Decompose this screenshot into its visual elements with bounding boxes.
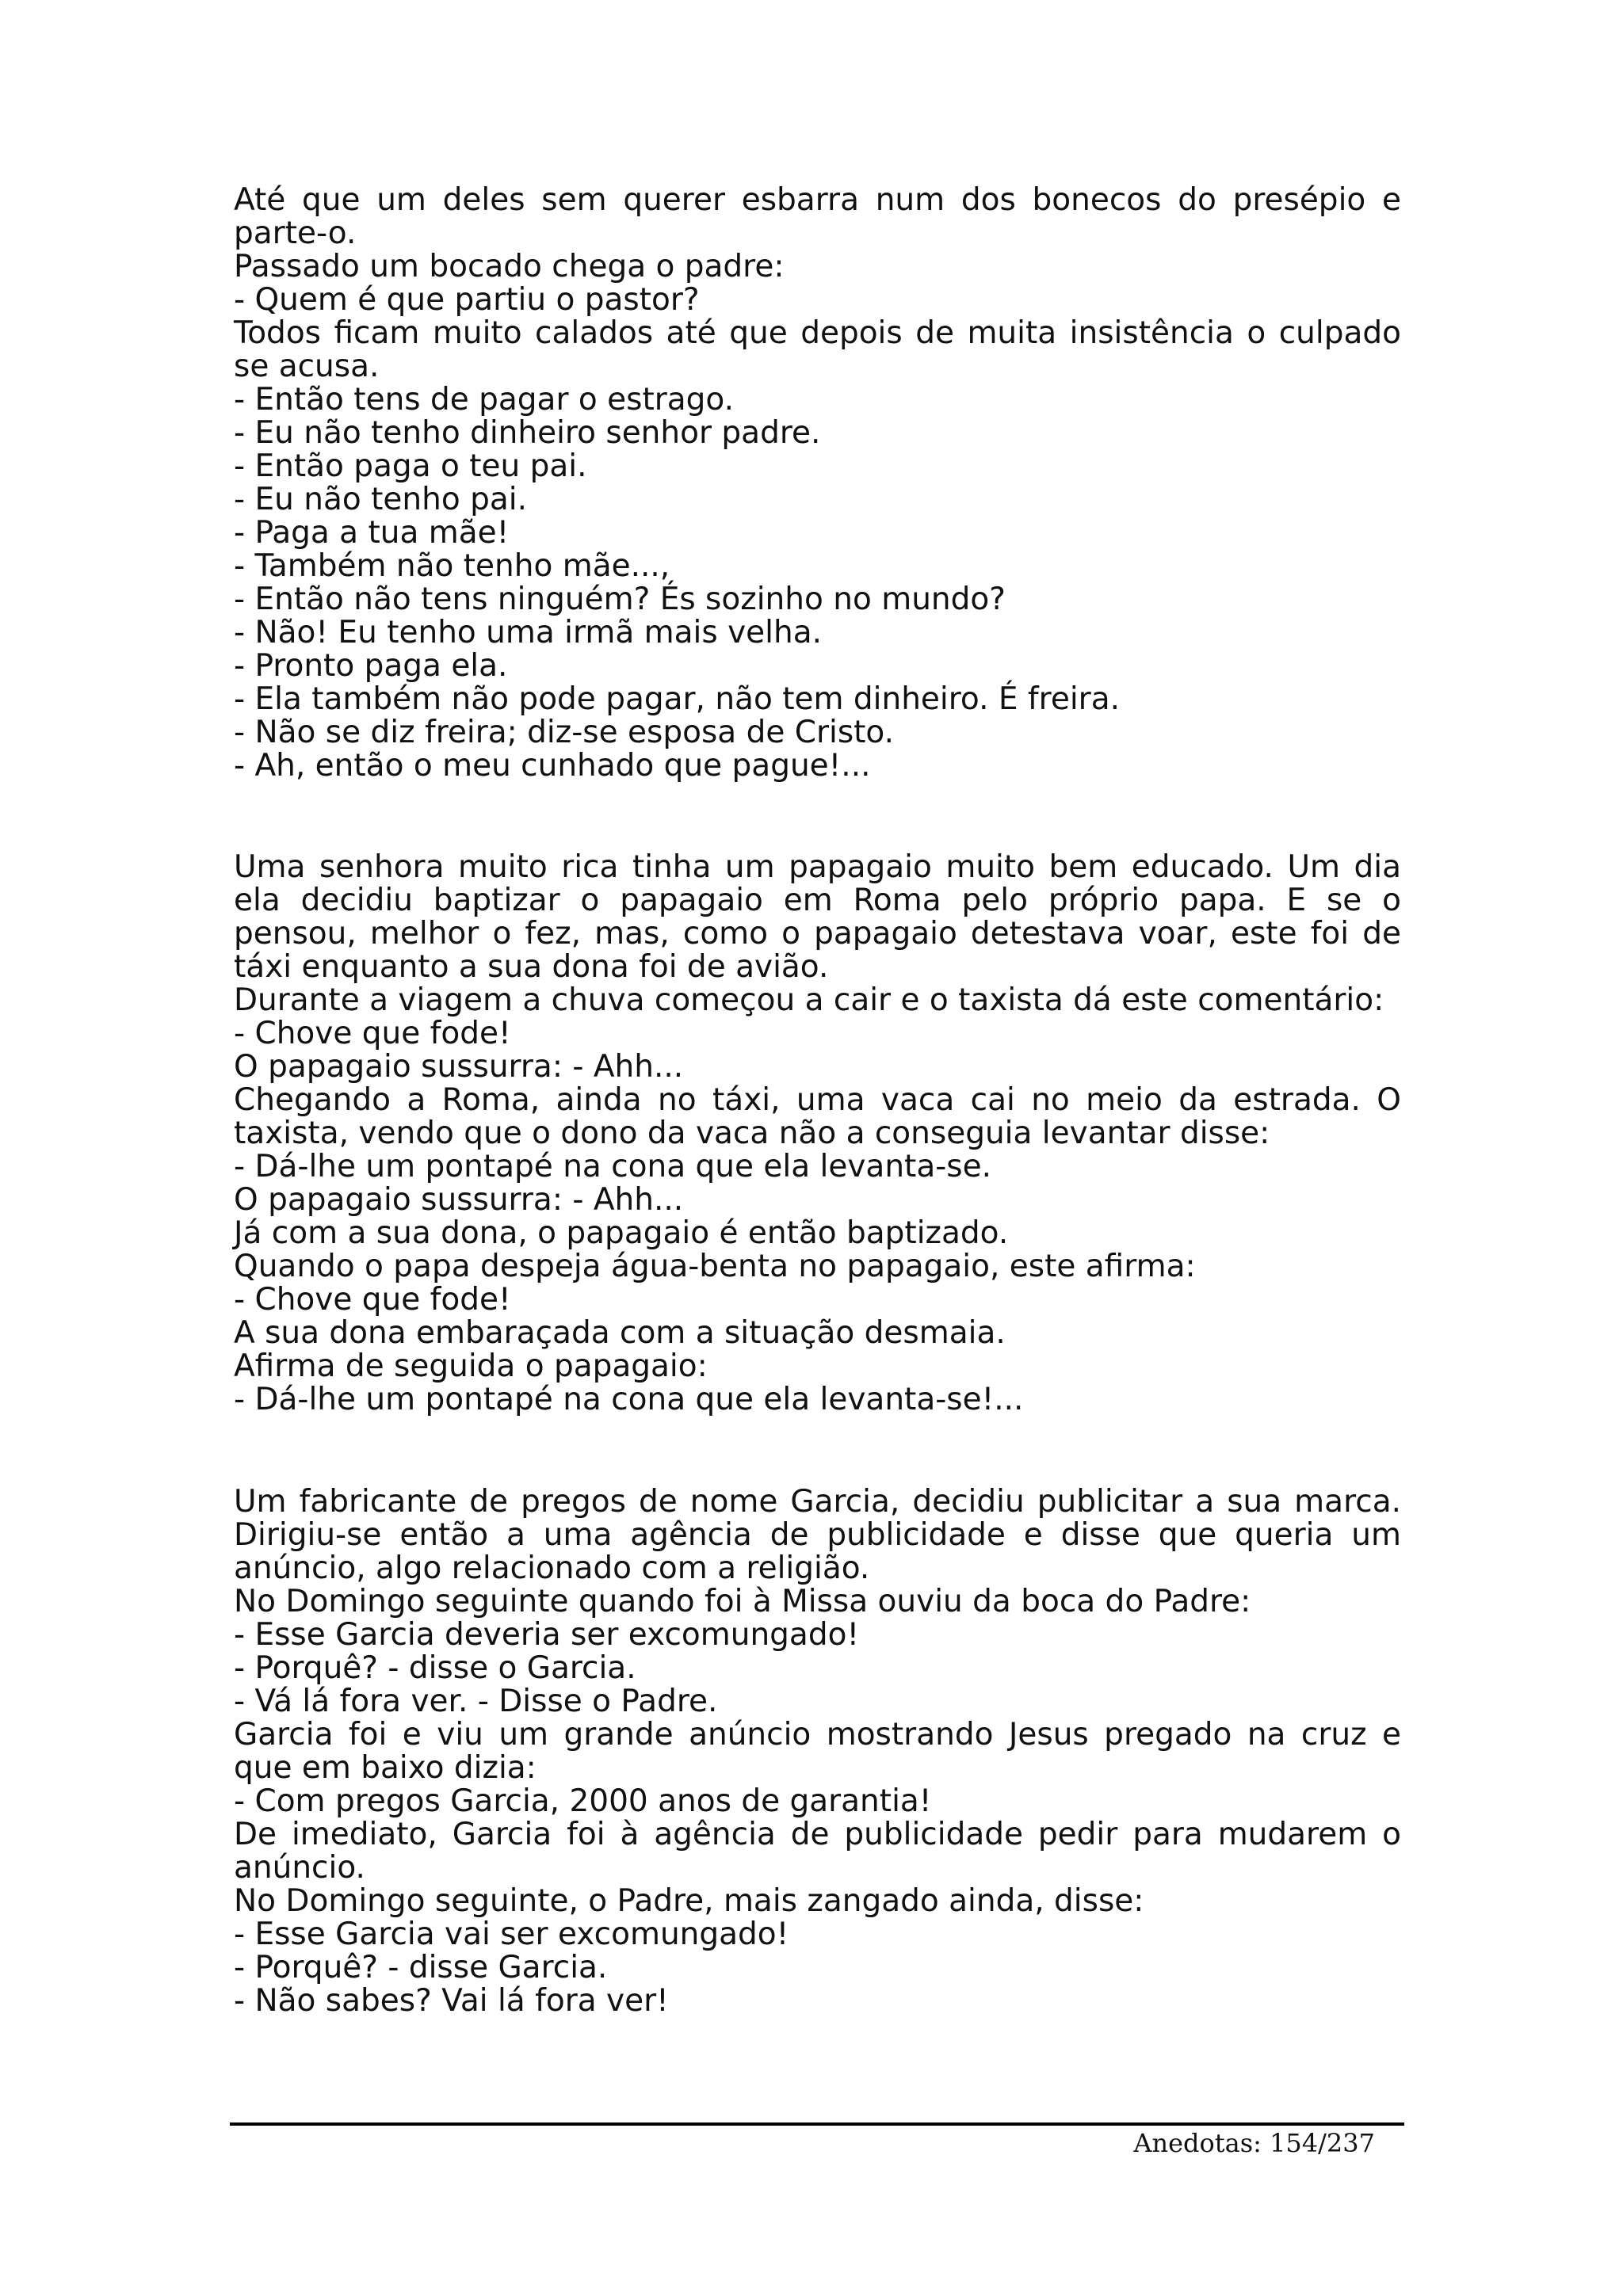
paragraph: - Ah, então o meu cunhado que pague!... bbox=[234, 748, 871, 784]
paragraph: - Chove que fode! bbox=[234, 1282, 511, 1318]
paragraph: - Pronto paga ela. bbox=[234, 648, 508, 684]
joke-block bbox=[234, 851, 1401, 1417]
paragraph: - Com pregos Garcia, 2000 anos de garantia! bbox=[234, 1783, 932, 1819]
paragraph: Passado um bocado chega o padre: bbox=[234, 249, 785, 284]
paragraph: Já com a sua dona, o papagaio é então baptizado. bbox=[234, 1215, 1009, 1251]
footer-divider bbox=[230, 2122, 1404, 2126]
paragraph: - Dá-lhe um pontapé na cona que ela levanta-se!... bbox=[234, 1382, 1024, 1417]
paragraph: Todos ficam muito calados até que depois de muita insistência o culpado se acusa. bbox=[234, 315, 1401, 384]
paragraph: Chegando a Roma, ainda no táxi, uma vaca cai no meio da estrada. O taxista, vendo que o dono da vaca não a conseguia levantar disse: bbox=[234, 1082, 1401, 1151]
page-body bbox=[234, 184, 1401, 2018]
paragraph: - Quem é que partiu o pastor? bbox=[234, 282, 700, 318]
paragraph: - Vá lá fora ver. - Disse o Padre. bbox=[234, 1684, 718, 1719]
paragraph: - Dá-lhe um pontapé na cona que ela levanta-se. bbox=[234, 1149, 992, 1184]
paragraph: - Então paga o teu pai. bbox=[234, 448, 587, 484]
paragraph: - Não se diz freira; diz-se esposa de Cristo. bbox=[234, 715, 894, 750]
paragraph: - Então tens de pagar o estrago. bbox=[234, 382, 735, 418]
paragraph: - Esse Garcia vai ser excomungado! bbox=[234, 1917, 789, 1952]
paragraph: Durante a viagem a chuva começou a cair e o taxista dá este comentário: bbox=[234, 982, 1384, 1018]
paragraph: No Domingo seguinte quando foi à Missa ouviu da boca do Padre: bbox=[234, 1584, 1251, 1619]
paragraph: Afirma de seguida o papagaio: bbox=[234, 1348, 708, 1384]
paragraph: - Porquê? - disse o Garcia. bbox=[234, 1650, 636, 1686]
paragraph: Quando o papa despeja água-benta no papagaio, este afirma: bbox=[234, 1249, 1196, 1284]
paragraph: - Esse Garcia deveria ser excomungado! bbox=[234, 1617, 860, 1653]
paragraph: - Não! Eu tenho uma irmã mais velha. bbox=[234, 615, 823, 650]
paragraph: - Então não tens ninguém? És sozinho no mundo? bbox=[234, 582, 1006, 617]
paragraph: - Não sabes? Vai lá fora ver! bbox=[234, 1983, 669, 2019]
paragraph: Um fabricante de pregos de nome Garcia, decidiu publicitar a sua marca. Dirigiu-se então a uma agência de publicidade e disse que queria um anúncio, algo relacionado com a religião. bbox=[234, 1484, 1401, 1586]
paragraph: No Domingo seguinte, o Padre, mais zangado ainda, disse: bbox=[234, 1883, 1144, 1919]
paragraph: - Ela também não pode pagar, não tem dinheiro. É freira. bbox=[234, 681, 1120, 717]
paragraph: - Eu não tenho pai. bbox=[234, 482, 527, 517]
joke-block bbox=[234, 184, 1401, 783]
paragraph: - Porquê? - disse Garcia. bbox=[234, 1950, 608, 1985]
joke-block bbox=[234, 1486, 1401, 2018]
paragraph: - Também não tenho mãe..., bbox=[234, 548, 670, 584]
paragraph: A sua dona embaraçada com a situação desmaia. bbox=[234, 1315, 1006, 1351]
page-number-label: Anedotas: 154/237 bbox=[1133, 2128, 1375, 2158]
paragraph: Garcia foi e viu um grande anúncio mostrando Jesus pregado na cruz e que em baixo dizia: bbox=[234, 1717, 1401, 1786]
paragraph: Uma senhora muito rica tinha um papagaio muito bem educado. Um dia ela decidiu baptizar o papagaio em Roma pelo próprio papa. E se o pensou, melhor o fez, mas, como o papagaio detestava voar, este foi de táxi enquanto a sua dona foi de avião. bbox=[234, 849, 1401, 985]
paragraph: - Paga a tua mãe! bbox=[234, 515, 510, 551]
paragraph: - Chove que fode! bbox=[234, 1016, 511, 1051]
paragraph: O papagaio sussurra: - Ahh... bbox=[234, 1182, 684, 1218]
paragraph: De imediato, Garcia foi à agência de publicidade pedir para mudarem o anúncio. bbox=[234, 1817, 1401, 1886]
paragraph: Até que um deles sem querer esbarra num dos bonecos do presépio e parte-o. bbox=[234, 182, 1401, 251]
paragraph: O papagaio sussurra: - Ahh... bbox=[234, 1049, 684, 1085]
paragraph: - Eu não tenho dinheiro senhor padre. bbox=[234, 415, 821, 451]
